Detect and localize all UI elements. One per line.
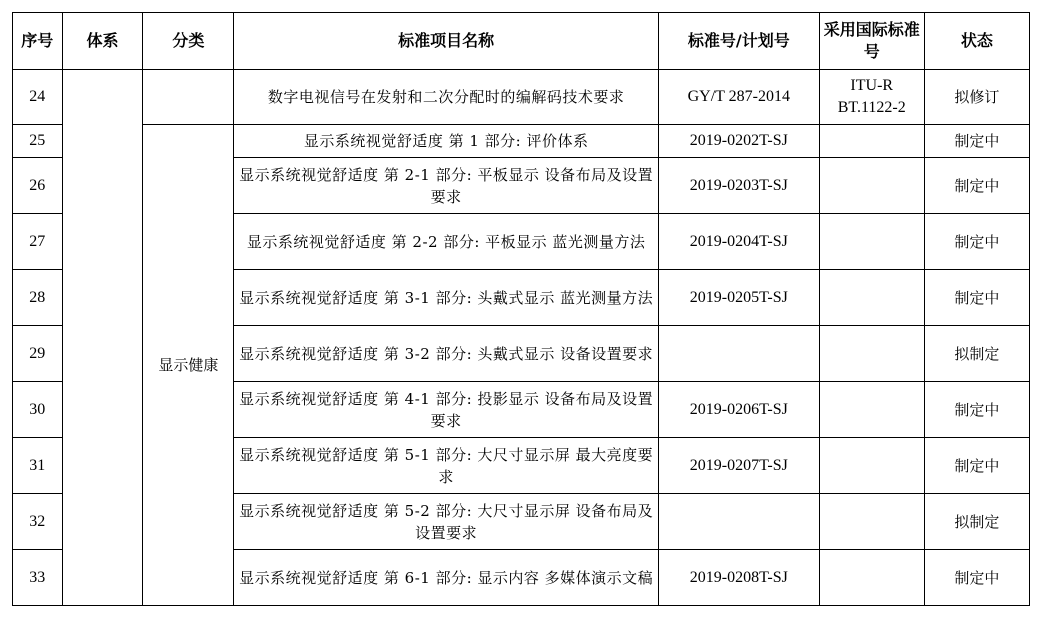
row-code [658, 326, 819, 382]
row-intl [819, 270, 924, 326]
row-name: 显示系统视觉舒适度 第 2-2 部分: 平板显示 蓝光测量方法 [234, 214, 659, 270]
row-no: 29 [13, 326, 63, 382]
row-status: 制定中 [924, 270, 1029, 326]
row-name: 显示系统视觉舒适度 第 3-2 部分: 头戴式显示 设备设置要求 [234, 326, 659, 382]
row-name: 显示系统视觉舒适度 第 4-1 部分: 投影显示 设备布局及设置要求 [234, 382, 659, 438]
row-code: GY/T 287-2014 [658, 70, 819, 125]
row-intl [819, 550, 924, 606]
row-code: 2019-0204T-SJ [658, 214, 819, 270]
header-row [13, 13, 1030, 70]
row-intl [819, 326, 924, 382]
table-row [13, 125, 1030, 158]
standards-table [12, 12, 1030, 606]
row-name: 数字电视信号在发射和二次分配时的编解码技术要求 [234, 70, 659, 125]
category-cell-display-health: 显示健康 [143, 125, 234, 606]
row-no: 33 [13, 550, 63, 606]
header-no: 序号 [13, 13, 63, 70]
row-code: 2019-0202T-SJ [658, 125, 819, 158]
row-intl [819, 382, 924, 438]
row-intl [819, 494, 924, 550]
row-name: 显示系统视觉舒适度 第 5-2 部分: 大尺寸显示屏 设备布局及设置要求 [234, 494, 659, 550]
header-category: 分类 [143, 13, 234, 70]
header-system: 体系 [62, 13, 143, 70]
row-no: 24 [13, 70, 63, 125]
row-name: 显示系统视觉舒适度 第 1 部分: 评价体系 [234, 125, 659, 158]
row-no: 30 [13, 382, 63, 438]
header-status: 状态 [924, 13, 1029, 70]
row-name: 显示系统视觉舒适度 第 5-1 部分: 大尺寸显示屏 最大亮度要求 [234, 438, 659, 494]
system-cell [62, 70, 143, 606]
row-status: 制定中 [924, 214, 1029, 270]
row-no: 32 [13, 494, 63, 550]
row-code: 2019-0205T-SJ [658, 270, 819, 326]
row-no: 25 [13, 125, 63, 158]
row-name: 显示系统视觉舒适度 第 3-1 部分: 头戴式显示 蓝光测量方法 [234, 270, 659, 326]
row-name: 显示系统视觉舒适度 第 6-1 部分: 显示内容 多媒体演示文稿 [234, 550, 659, 606]
row-no: 31 [13, 438, 63, 494]
row-status: 制定中 [924, 125, 1029, 158]
row-intl [819, 158, 924, 214]
row-code: 2019-0206T-SJ [658, 382, 819, 438]
row-status: 制定中 [924, 382, 1029, 438]
row-code: 2019-0203T-SJ [658, 158, 819, 214]
row-code: 2019-0208T-SJ [658, 550, 819, 606]
header-name: 标准项目名称 [234, 13, 659, 70]
row-status: 制定中 [924, 438, 1029, 494]
row-intl [819, 125, 924, 158]
row-intl [819, 438, 924, 494]
row-no: 27 [13, 214, 63, 270]
category-cell [143, 70, 234, 125]
row-name: 显示系统视觉舒适度 第 2-1 部分: 平板显示 设备布局及设置要求 [234, 158, 659, 214]
row-status: 拟制定 [924, 494, 1029, 550]
row-status: 制定中 [924, 550, 1029, 606]
row-no: 28 [13, 270, 63, 326]
row-code: 2019-0207T-SJ [658, 438, 819, 494]
row-status: 拟制定 [924, 326, 1029, 382]
row-code [658, 494, 819, 550]
row-intl [819, 214, 924, 270]
header-code: 标准号/计划号 [658, 13, 819, 70]
row-status: 拟修订 [924, 70, 1029, 125]
table-row [13, 70, 1030, 125]
row-intl: ITU-R BT.1122-2 [819, 70, 924, 125]
header-intl: 采用国际标准号 [819, 13, 924, 70]
row-status: 制定中 [924, 158, 1029, 214]
row-no: 26 [13, 158, 63, 214]
